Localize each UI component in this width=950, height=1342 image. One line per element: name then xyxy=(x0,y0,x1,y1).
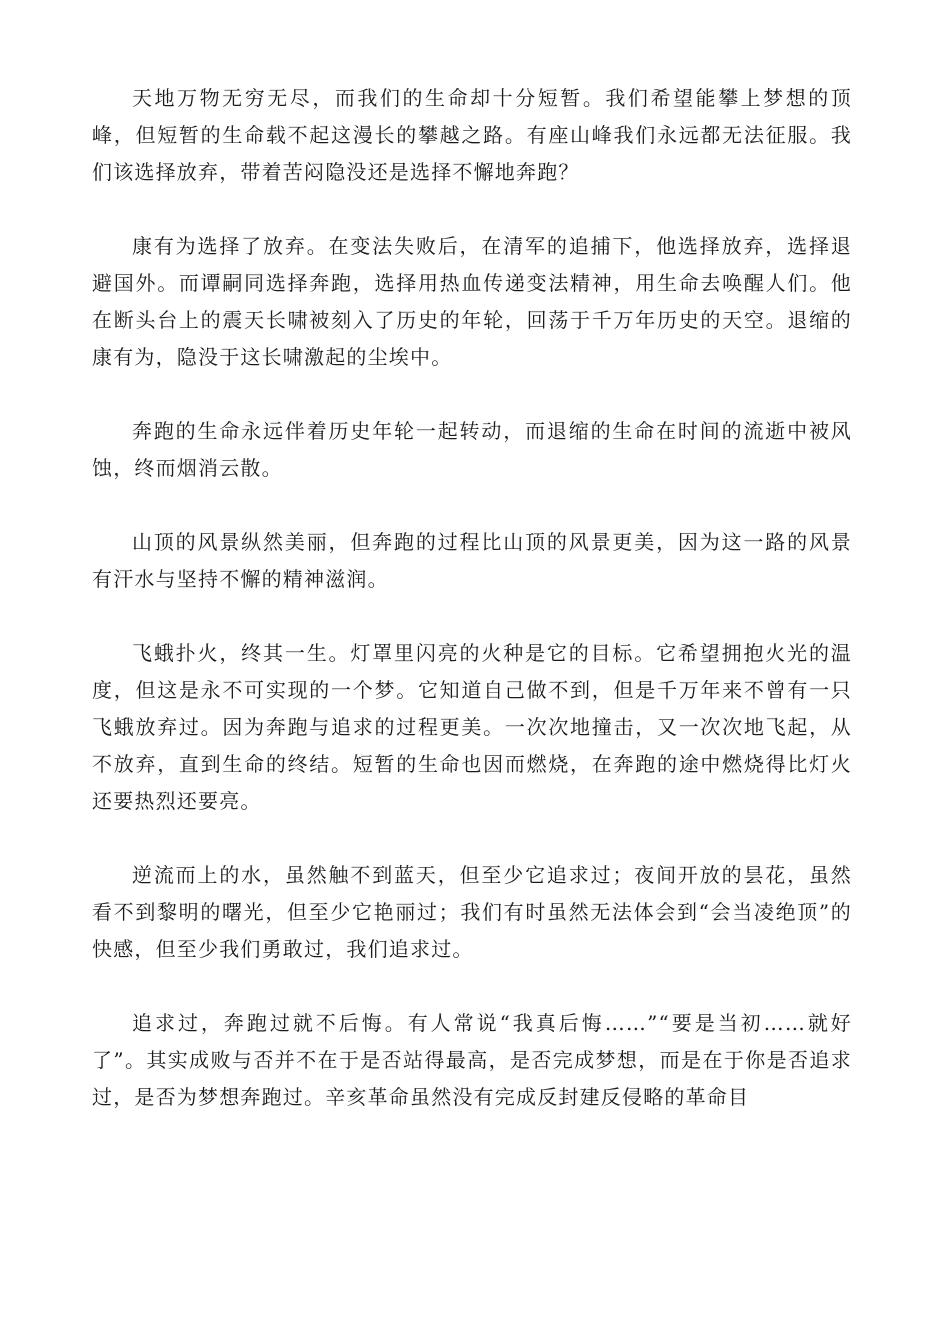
paragraph-2: 康有为选择了放弃。在变法失败后，在清军的追捕下，他选择放弃，选择退避国外。而谭嗣同选择奔跑，选择用热血传递变法精神，用生命去唤醒人们。他在断头台上的震天长啸被刻入了历史的年轮，回荡于千万年历史的天空。退缩的康有为，隐没于这长啸激起的尘埃中。 xyxy=(92,234,852,369)
paragraph-6: 逆流而上的水，虽然触不到蓝天，但至少它追求过；夜间开放的昙花，虽然看不到黎明的曙光，但至少它艳丽过；我们有时虽然无法体会到“会当凌绝顶”的快感，但至少我们勇敢过，我们追求过。 xyxy=(92,863,852,961)
paragraph-5: 飞蛾扑火，终其一生。灯罩里闪亮的火种是它的目标。它希望拥抱火光的温度，但这是永不可实现的一个梦。它知道自己做不到，但是千万年来不曾有一只飞蛾放弃过。因为奔跑与追求的过程更美。一次次地撞击，又一次次地飞起，从不放弃，直到生命的终结。短暂的生命也因而燃烧，在奔跑的途中燃烧得比灯火还要热烈还要亮。 xyxy=(92,641,852,813)
paragraph-1: 天地万物无穷无尽，而我们的生命却十分短暂。我们希望能攀上梦想的顶峰，但短暂的生命载不起这漫长的攀越之路。有座山峰我们永远都无法征服。我们该选择放弃，带着苦闷隐没还是选择不懈地奔跑？ xyxy=(92,86,852,184)
paragraph-7: 追求过，奔跑过就不后悔。有人常说“我真后悔……”“要是当初……就好了”。其实成败与否并不在于是否站得最高，是否完成梦想，而是在于你是否追求过，是否为梦想奔跑过。辛亥革命虽然没有完成反封建反侵略的革命目 xyxy=(92,1011,852,1109)
essay-body xyxy=(92,80,852,1153)
paragraph-4: 山顶的风景纵然美丽，但奔跑的过程比山顶的风景更美，因为这一路的风景有汗水与坚持不懈的精神滋润。 xyxy=(92,530,852,591)
paragraph-3: 奔跑的生命永远伴着历史年轮一起转动，而退缩的生命在时间的流逝中被风蚀，终而烟消云散。 xyxy=(92,419,852,480)
